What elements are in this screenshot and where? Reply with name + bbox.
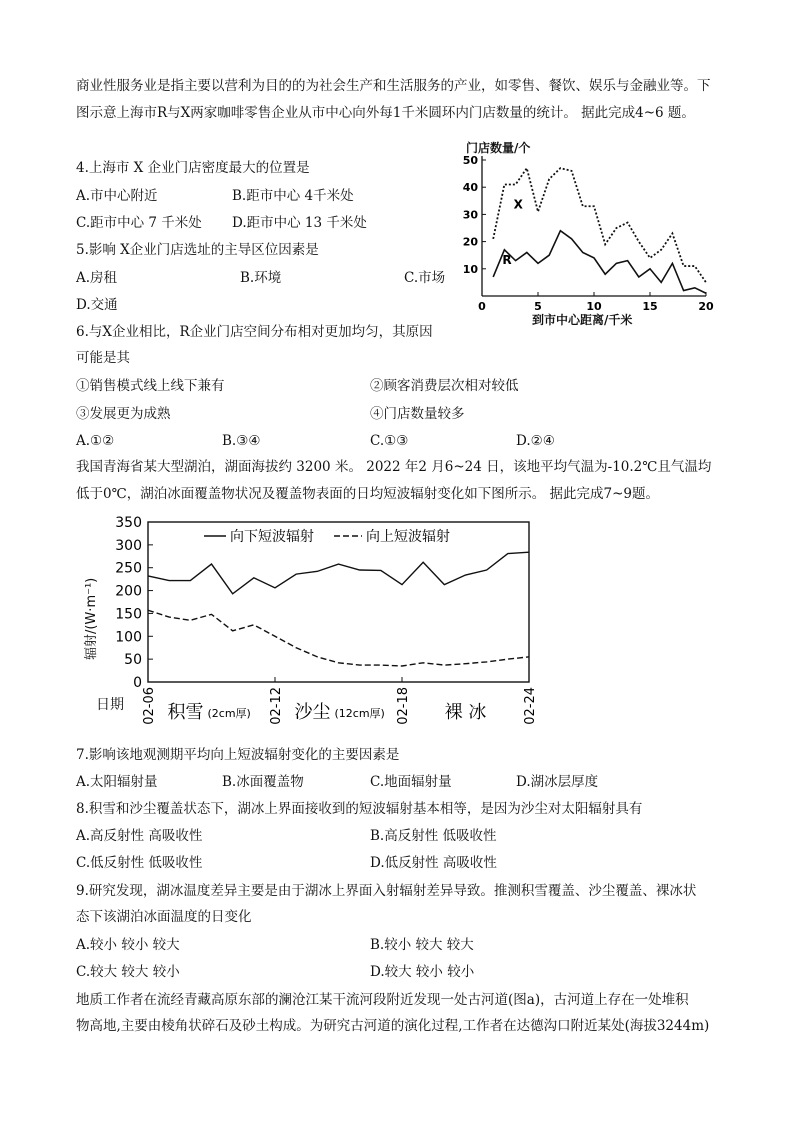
- legend-label-up: 向上短波辐射: [366, 529, 450, 545]
- q6-option-a: A.①②: [76, 433, 115, 449]
- chart2-x-tick-label: 02-06: [142, 687, 157, 725]
- chart2-y-tick-label: 200: [115, 583, 142, 600]
- q6-option-b: B.③④: [222, 433, 261, 449]
- q5-option-a: A.房租: [76, 270, 118, 286]
- q7-option-d: D.湖冰层厚度: [516, 774, 599, 790]
- chart2-y-tick-label: 350: [115, 515, 142, 531]
- chart2-series-down: [148, 552, 529, 594]
- chart2-period-label: 积雪: [167, 702, 204, 723]
- chart1-y-tick-label: 50: [462, 154, 478, 167]
- chart1-x-tick-label: 5: [534, 300, 542, 313]
- chart2-y-tick-label: 100: [115, 629, 142, 646]
- chart1-series-R: [493, 231, 706, 294]
- q9-stem-line-2: 态下该湖泊冰面温度的日变化: [76, 909, 252, 925]
- chart1-x-tick-label: 10: [586, 300, 602, 313]
- chart2-y-tick-label: 300: [115, 537, 142, 554]
- q9-option-d: D.较大 较小 较小: [370, 964, 475, 980]
- chart2-x-tick-label: 02-18: [396, 687, 411, 725]
- q4-option-c: C.距市中心 7 千米处: [76, 215, 202, 231]
- radiation-chart: [76, 512, 546, 742]
- intro3-line-1: 地质工作者在流经青藏高原东部的澜沧江某干流河段附近发现一处古河道(图a)，古河道上存在一处堆积: [76, 992, 689, 1008]
- q6-option-c: C.①③: [370, 433, 409, 449]
- q8-option-a: A.高反射性 高吸收性: [76, 828, 203, 844]
- intro2-line-2: 低于0℃，湖泊冰面覆盖物状况及覆盖物表面的日均短波辐射变化如下图所示。 据此完成7~9题。: [76, 486, 659, 502]
- chart2-xlabel: 日期: [96, 697, 124, 713]
- chart1-y-tick-label: 10: [462, 262, 478, 276]
- intro-line-1: 商业性服务业是指主要以营利为目的的为社会生产和生活服务的产业，如零售、餐饮、娱乐与金融业等。下: [76, 78, 711, 94]
- intro2-line-1: 我国青海省某大型湖泊，湖面海拔约 3200 米。 2022 年2 月6~24 日，该地平均气温为-10.2℃且气温均: [76, 459, 712, 475]
- chart1-x-tick-label: 15: [642, 300, 658, 313]
- q7-option-b: B.冰面覆盖物: [222, 774, 304, 790]
- q6-item-2: ②顾客消费层次相对较低: [370, 378, 519, 394]
- chart2-y-tick-label: 250: [115, 560, 142, 577]
- q5-option-b: B.环境: [240, 270, 282, 286]
- chart1-x-tick-label: 0: [478, 300, 486, 313]
- chart2-period-sub: (2cm厚): [207, 707, 251, 720]
- q7-option-c: C.地面辐射量: [370, 774, 452, 790]
- q8-option-b: B.高反射性 低吸收性: [370, 828, 497, 844]
- chart1-xlabel: 到市中心距离/千米: [532, 313, 633, 327]
- q8-option-c: C.低反射性 低吸收性: [76, 855, 203, 871]
- q9-option-b: B.较小 较大 较大: [370, 937, 474, 953]
- legend-label-down: 向下短波辐射: [230, 529, 314, 545]
- chart1-series-label-R: R: [502, 252, 512, 267]
- q9-stem-line-1: 9.研究发现，湖冰温度差异主要是由于湖冰上界面入射辐射差异导致。推测积雪覆盖、沙尘覆盖、裸冰状: [76, 883, 697, 899]
- chart1-y-tick-label: 30: [462, 208, 478, 222]
- chart2-legend: [204, 529, 450, 545]
- q8-stem: 8.积雪和沙尘覆盖状态下，湖冰上界面接收到的短波辐射基本相等，是因为沙尘对太阳辐射具有: [76, 801, 643, 817]
- q9-option-a: A.较小 较小 较大: [76, 937, 180, 953]
- chart1-x-tick-label: 20: [698, 300, 714, 313]
- chart2-period-label: 裸 冰: [444, 702, 487, 723]
- chart1-y-tick-label: 20: [462, 235, 478, 249]
- q6-option-d: D.②④: [516, 433, 555, 449]
- chart2-x-tick-label: 02-24: [523, 687, 538, 725]
- chart2-x-tick-label: 02-12: [269, 687, 284, 725]
- q6-item-4: ④门店数量较多: [370, 406, 465, 422]
- q6-item-3: ③发展更为成熟: [76, 406, 171, 422]
- q4-option-a: A.市中心附近: [76, 188, 158, 204]
- q9-option-c: C.较大 较大 较小: [76, 964, 180, 980]
- q8-option-d: D.低反射性 高吸收性: [370, 855, 497, 871]
- chart1-ylabel: 门店数量/个: [466, 141, 531, 155]
- q4-stem: 4.上海市 X 企业门店密度最大的位置是: [76, 160, 310, 176]
- q5-option-c: C.市场: [404, 270, 446, 286]
- chart1-series-label-X: X: [513, 197, 523, 212]
- chart2-period-label: 沙尘: [294, 702, 331, 723]
- intro3-line-2: 物高地,主要由棱角状碎石及砂土构成。为研究古河道的演化过程,工作者在达德沟口附近某处(海拔3244m): [76, 1018, 710, 1034]
- q7-stem: 7.影响该地观测期平均向上短波辐射变化的主要因素是: [76, 747, 400, 763]
- chart2-plot-frame: [148, 522, 529, 682]
- chart2-ylabel: 辐射/(W·m⁻¹): [84, 577, 99, 660]
- chart2-series-up: [148, 610, 529, 666]
- q4-option-d: D.距市中心 13 千米处: [232, 215, 367, 231]
- chart1-y-tick-label: 40: [462, 181, 478, 195]
- q6-stem-line-2: 可能是其: [76, 350, 130, 366]
- q6-item-1: ①销售模式线上线下兼有: [76, 378, 225, 394]
- intro-line-2: 图示意上海市R与X两家咖啡零售企业从市中心向外每1千米圆环内门店数量的统计。 据此完成4~6 题。: [76, 105, 695, 121]
- q5-option-d: D.交通: [76, 297, 118, 313]
- store-count-chart: [460, 138, 730, 330]
- q7-option-a: A.太阳辐射量: [76, 774, 158, 790]
- chart2-y-tick-label: 50: [124, 652, 142, 669]
- chart2-y-tick-label: 150: [115, 606, 142, 623]
- q4-option-b: B.距市中心 4千米处: [232, 188, 354, 204]
- chart2-y-tick-label: 0: [133, 675, 142, 691]
- chart2-period-sub: (12cm厚): [334, 707, 385, 720]
- q6-stem-line-1: 6.与X企业相比，R企业门店空间分布相对更加均匀，其原因: [76, 324, 433, 340]
- q5-stem: 5.影响 X企业门店选址的主导区位因素是: [76, 242, 319, 258]
